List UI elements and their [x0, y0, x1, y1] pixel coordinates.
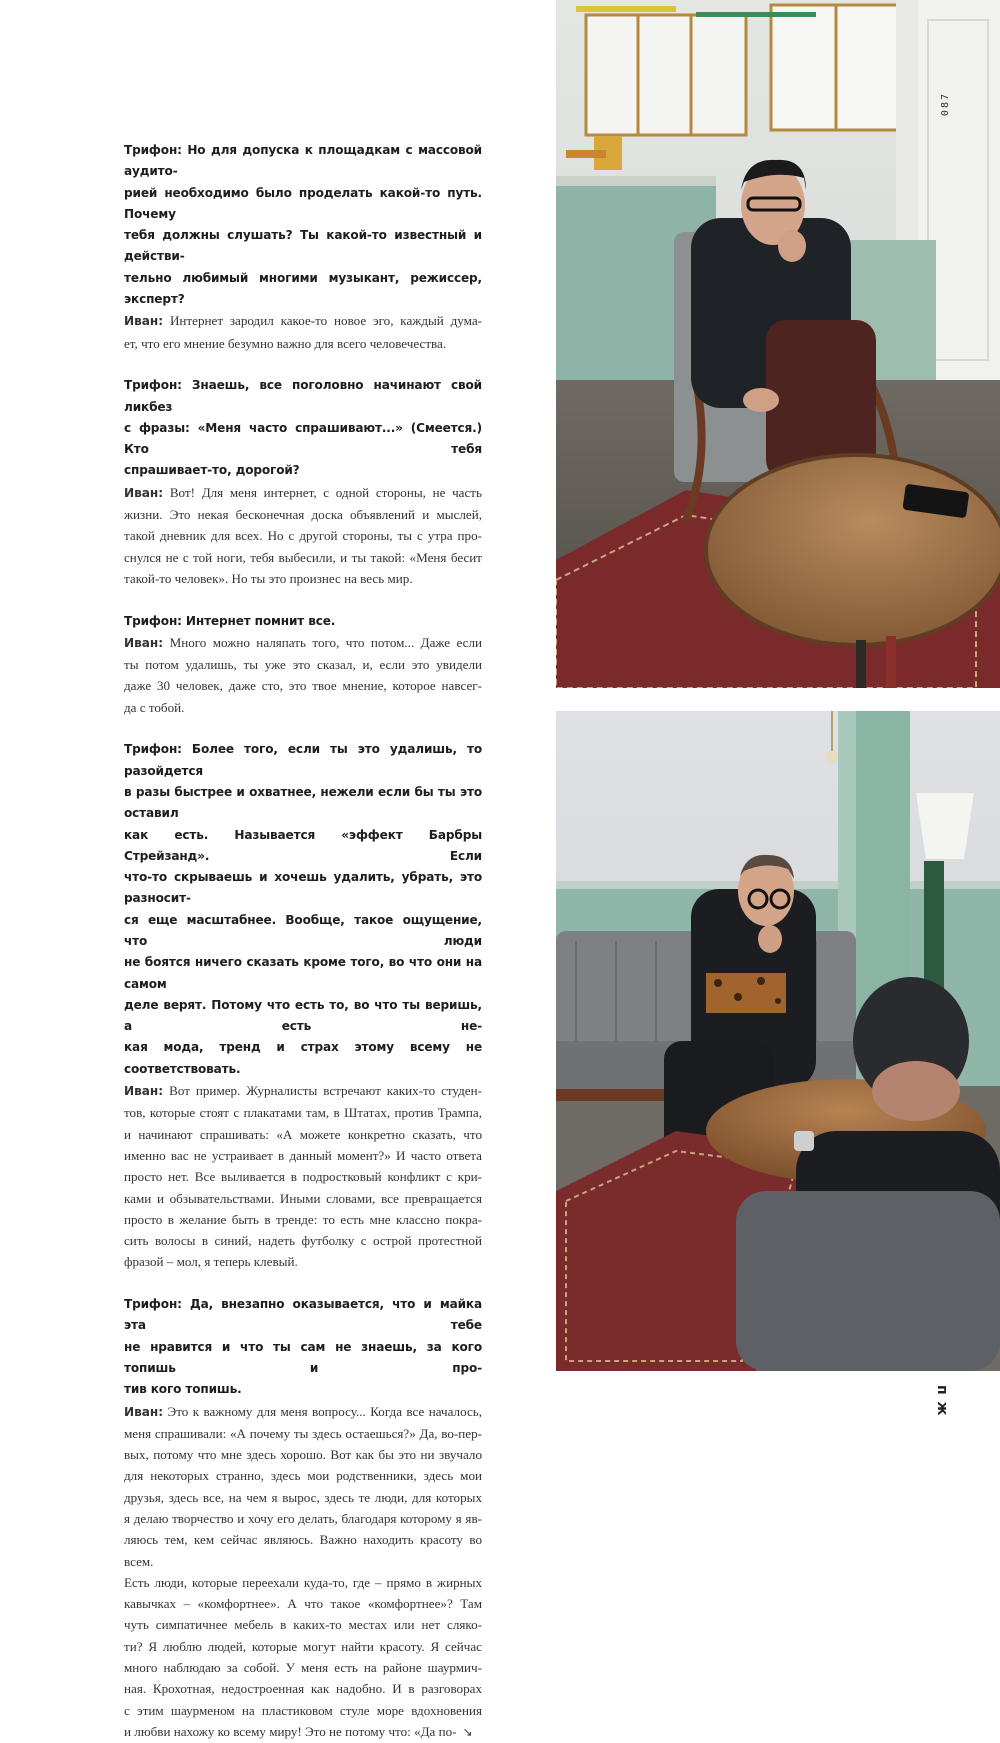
line-text: Трифон: Да, внезапно оказывается, что и майка эта тебе — [124, 1297, 482, 1333]
answer-line — [124, 568, 482, 589]
line-text: Трифон: Но для допуска к площадкам с массовой аудито- — [124, 143, 482, 179]
answer-line — [124, 1529, 482, 1572]
line-text: не боятся ничего сказать кроме того, во что они на самом — [124, 955, 482, 991]
line-text: и любви нахожу ко всему миру! Это не потому что: «Да по- — [124, 1723, 457, 1739]
question-line — [124, 825, 482, 868]
answer-line — [124, 1508, 482, 1529]
answer-line — [124, 1444, 482, 1465]
answer-line — [124, 654, 482, 675]
line-text: тов, которые стоят с плакатами там, в Штатах, против Трампа, — [124, 1105, 482, 1121]
question-line — [124, 418, 482, 461]
answer-block — [124, 1080, 482, 1273]
line-text: Интернет зародил какое-то новое эго, каждый дума- — [163, 313, 482, 329]
line-text: сить волосы в синий, надеть футболку с острой протестной — [124, 1233, 482, 1249]
speaker-name: Иван: — [124, 485, 164, 500]
line-text: с фразы: «Меня часто спрашивают...» (Смеется.) Кто тебя — [124, 420, 482, 457]
question-line — [124, 1337, 482, 1380]
line-text: я делаю творчество и хочу его делать, благодаря которому я яв- — [124, 1511, 482, 1526]
question-line — [124, 375, 482, 418]
line-text: рией необходимо было проделать какой-то путь. Почему — [124, 185, 482, 221]
line-text: Вот пример. Журналисты встречают каких-то студен- — [163, 1083, 482, 1099]
speaker-name: Иван: — [124, 1404, 164, 1419]
interview-column — [124, 140, 482, 1743]
answer-block — [124, 1401, 482, 1743]
line-text: снулся не с той ноги, тебя выбесили, и ты такой: «Меня бесит — [124, 549, 482, 565]
answer-line — [124, 1721, 482, 1743]
answer-line — [124, 1209, 482, 1230]
answer-block — [124, 310, 482, 354]
line-text: тельно любимый многими музыкант, режиссер, эксперт? — [124, 270, 482, 307]
answer-line — [124, 1251, 482, 1272]
continue-arrow-icon: ↘ — [462, 1724, 473, 1739]
speaker-name: Иван: — [124, 314, 164, 329]
question-line — [124, 910, 482, 953]
speaker-name: Иван: — [124, 635, 164, 650]
answer-line — [124, 1572, 482, 1593]
speaker-name: Иван: — [124, 1084, 164, 1099]
answer-line — [124, 1401, 482, 1423]
answer-line — [124, 675, 482, 696]
line-text: фразой – мол, я теперь клевый. — [124, 1254, 298, 1270]
line-text: не нравится и что ты сам не знаешь, за кого топишь и про- — [124, 1339, 482, 1375]
answer-line — [124, 1657, 482, 1678]
answer-line — [124, 1678, 482, 1699]
answer-line — [124, 1700, 482, 1721]
line-text: много наблюдаю за собой. У меня есть на районе шаурмич- — [124, 1660, 482, 1676]
line-text: Трифон: Знаешь, все поголовно начинают свой ликбез — [124, 378, 482, 414]
photo-armchair-image — [556, 0, 1000, 688]
question-line — [124, 782, 482, 825]
question-line — [124, 1379, 482, 1400]
answer-line — [124, 504, 482, 525]
line-text: вых, потому что мне здесь хорошо. Вот как бы это ни звучало — [124, 1447, 482, 1463]
question-block — [124, 611, 482, 632]
answer-line — [124, 1423, 482, 1444]
line-text: да с тобой. — [124, 699, 185, 715]
answer-line — [124, 1166, 482, 1187]
answer-line — [124, 1636, 482, 1657]
answer-block — [124, 632, 482, 718]
line-text: ся еще масштабнее. Вообще, такое ощущение, что люди — [124, 912, 482, 948]
question-line — [124, 460, 482, 481]
answer-line — [124, 1465, 482, 1486]
line-text: друзья, здесь все, на чем я вырос, здесь те люди, для которых — [124, 1489, 482, 1505]
line-text: ет, что его мнение безумно важно для всего человечества. — [124, 335, 447, 351]
line-text: и начинают спрашивать: «А можете конкретно сказать, что — [124, 1126, 482, 1142]
line-text: для некоторых странно, здесь мои родственники, здесь мои — [124, 1468, 482, 1484]
answer-line — [124, 310, 482, 332]
line-text: ти? Я люблю людей, которые могут найти красоту. Я сейчас — [124, 1638, 482, 1654]
photo-interview-armchair — [556, 0, 1000, 688]
answer-line — [124, 1080, 482, 1102]
line-text: что-то скрываешь и хочешь удалить, убрать, это разносит- — [124, 870, 482, 906]
question-line — [124, 140, 482, 183]
line-text: Много можно наляпать того, что потом... Даже если — [163, 634, 482, 650]
answer-line — [124, 525, 482, 546]
line-text: как есть. Называется «эффект Барбры Стрейзанд». Если — [124, 827, 482, 863]
line-text: с этим шаурменом на пластиковом стуле море вдохновения — [124, 1702, 482, 1718]
line-text: кая мода, тренд и страх этому всему не соответствовать. — [124, 1040, 482, 1076]
magazine-logo: п ж — [934, 1385, 950, 1417]
question-line — [124, 952, 482, 995]
line-text: такой дневник для всех. Но с другой стороны, ты с утра про- — [124, 528, 482, 544]
question-line — [124, 1037, 482, 1080]
question-line — [124, 995, 482, 1038]
line-text: тебя должны слушать? Ты какой-то известный и действи- — [124, 228, 482, 264]
question-block — [124, 739, 482, 1080]
line-text: Трифон: Интернет помнит все. — [124, 613, 336, 628]
line-text: чуть симпатичнее мебель в каких-то местах или нет сляко- — [124, 1617, 482, 1633]
line-text: просто нет. Все выливается в подростковый конфликт с кри- — [124, 1169, 482, 1185]
line-text: ляюсь тем, кем сейчас являюсь. Важно находить красоту во всем. — [124, 1532, 482, 1569]
question-line — [124, 611, 482, 632]
line-text: даже 30 человек, даже сто, это твое мнение, которое навсег- — [124, 678, 482, 694]
question-line — [124, 268, 482, 311]
answer-line — [124, 333, 482, 354]
answer-line — [124, 632, 482, 654]
answer-line — [124, 482, 482, 504]
answer-line — [124, 697, 482, 718]
line-text: меня спрашивали: «А почему ты здесь остаешься?» Да, во-пер- — [124, 1425, 482, 1441]
line-text: Трифон: Более того, если ты это удалишь, то разойдется — [124, 742, 482, 778]
line-text: Это к важному для меня вопросу... Когда все началось, — [163, 1403, 482, 1419]
question-line — [124, 739, 482, 782]
line-text: ты потом удалишь, ты уже это сказал, и, если это увидели — [124, 657, 482, 673]
line-text: спрашивает-то, дорогой? — [124, 463, 300, 478]
photo-sofa-image — [556, 711, 1000, 1371]
answer-line — [124, 547, 482, 568]
line-text: Есть люди, которые переехали куда-то, где – прямо в жирных — [124, 1574, 482, 1590]
answer-line — [124, 1124, 482, 1145]
line-text: в разы быстрее и охватнее, нежели если бы ты это оставил — [124, 784, 482, 821]
question-block — [124, 1294, 482, 1400]
line-text: Вот! Для меня интернет, с одной стороны, не часть — [163, 484, 482, 500]
question-line — [124, 867, 482, 910]
answer-line — [124, 1102, 482, 1123]
line-text: ками и обзывательствами. Иными словами, все превращается — [124, 1190, 482, 1206]
page-number: 087 — [940, 92, 951, 117]
answer-line — [124, 1230, 482, 1251]
question-line — [124, 183, 482, 226]
question-block — [124, 140, 482, 310]
answer-line — [124, 1593, 482, 1614]
answer-line — [124, 1614, 482, 1635]
question-line — [124, 1294, 482, 1337]
question-line — [124, 225, 482, 268]
line-text: ная. Крохотная, недостроенная как надобно. И в разговорах — [124, 1681, 482, 1697]
line-text: жизни. Это некая бесконечная доска объявлений и мыслей, — [124, 507, 482, 523]
question-block — [124, 375, 482, 481]
line-text: тив кого топишь. — [124, 1382, 242, 1397]
line-text: просто в желание быть в тренде: то есть мне классно покра- — [124, 1211, 482, 1227]
line-text: именно вас не устраивает в данный момент?» И часто ответа — [124, 1147, 482, 1163]
photo-interview-sofa — [556, 711, 1000, 1371]
answer-line — [124, 1487, 482, 1508]
answer-block — [124, 482, 482, 589]
answer-line — [124, 1145, 482, 1166]
answer-line — [124, 1188, 482, 1209]
line-text: кавычках – «комфортнее». А что такое «комфортнее»? Там — [124, 1596, 482, 1612]
line-text: такой-то человек». Но ты это произнес на весь мир. — [124, 570, 413, 586]
line-text: деле верят. Потому что есть то, во что ты веришь, а есть не- — [124, 997, 482, 1034]
